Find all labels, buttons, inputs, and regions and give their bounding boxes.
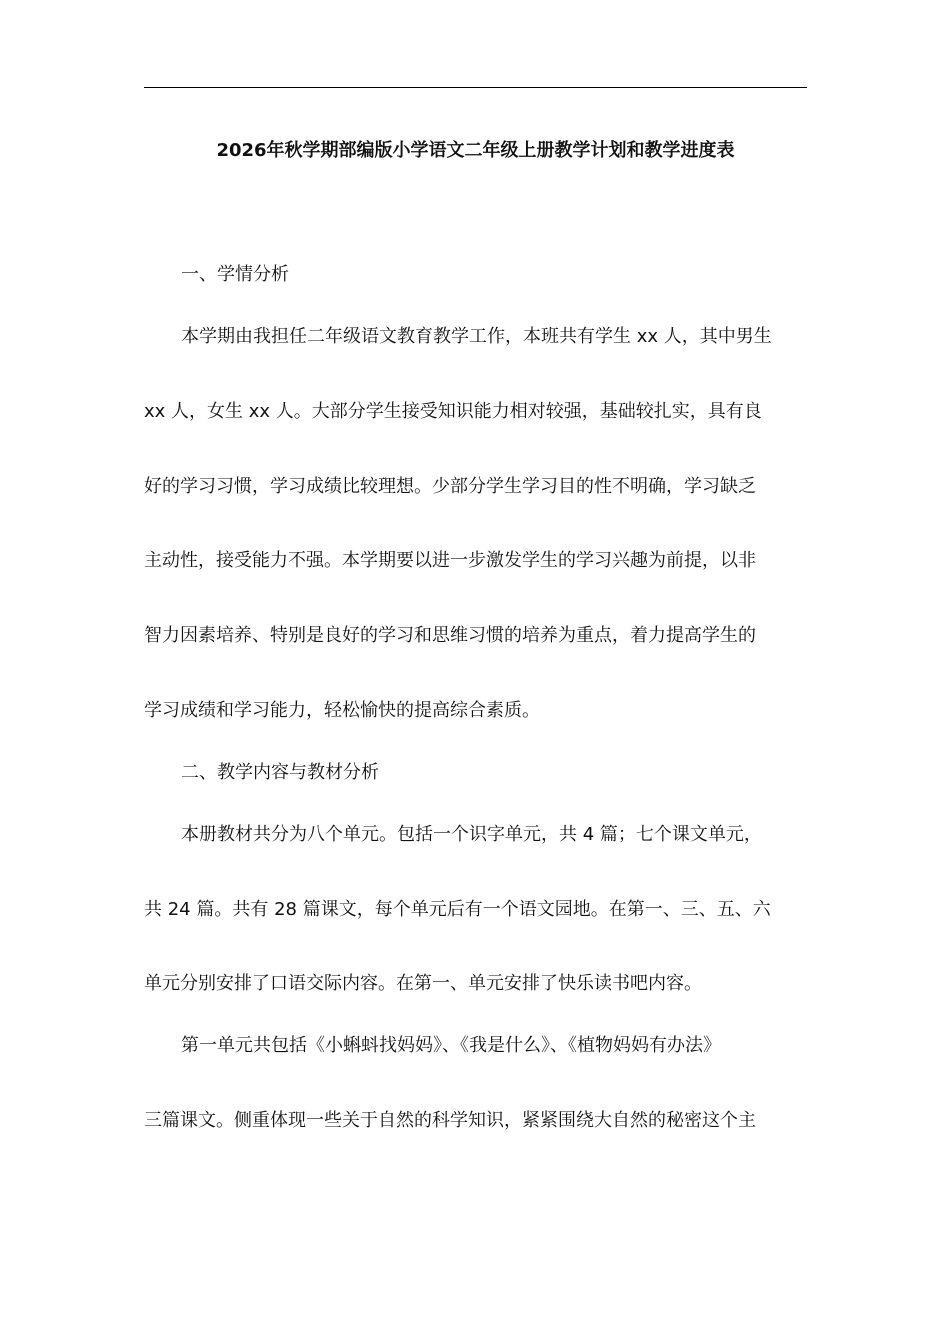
paragraph-line: 三篇课文。侧重体现一些关于自然的科学知识，紧紧围绕大自然的秘密这个主	[144, 1110, 756, 1131]
paragraph-line: 共 24 篇。共有 28 篇课文，每个单元后有一个语文园地。在第一、三、五、六	[144, 899, 771, 920]
paragraph-line: 第一单元共包括《小蝌蚪找妈妈》、《我是什么》、《植物妈妈有办法》	[181, 1035, 721, 1056]
section-heading-2: 二、教学内容与教材分析	[181, 762, 379, 783]
paragraph-line: 本册教材共分为八个单元。包括一个识字单元，共 4 篇；七个课文单元，	[181, 824, 762, 845]
paragraph-line: 学习成绩和学习能力，轻松愉快的提高综合素质。	[144, 700, 540, 721]
paragraph-line: xx 人，女生 xx 人。大部分学生接受知识能力相对较强，基础较扎实，具有良	[144, 401, 762, 422]
paragraph-line: 主动性，接受能力不强。本学期要以进一步激发学生的学习兴趣为前提，以非	[144, 550, 756, 571]
section-heading-1: 一、学情分析	[181, 264, 289, 285]
paragraph-line: 单元分别安排了口语交际内容。在第一、单元安排了快乐读书吧内容。	[144, 973, 702, 994]
top-rule	[144, 87, 807, 88]
paragraph-line: 好的学习习惯，学习成绩比较理想。少部分学生学习目的性不明确，学习缺乏	[144, 476, 756, 497]
paragraph-line: 智力因素培养、特别是良好的学习和思维习惯的培养为重点，着力提高学生的	[144, 625, 756, 646]
paragraph-line: 本学期由我担任二年级语文教育教学工作，本班共有学生 xx 人，其中男生	[181, 326, 772, 347]
document-title: 2026年秋学期部编版小学语文二年级上册教学计划和教学进度表	[216, 140, 735, 161]
